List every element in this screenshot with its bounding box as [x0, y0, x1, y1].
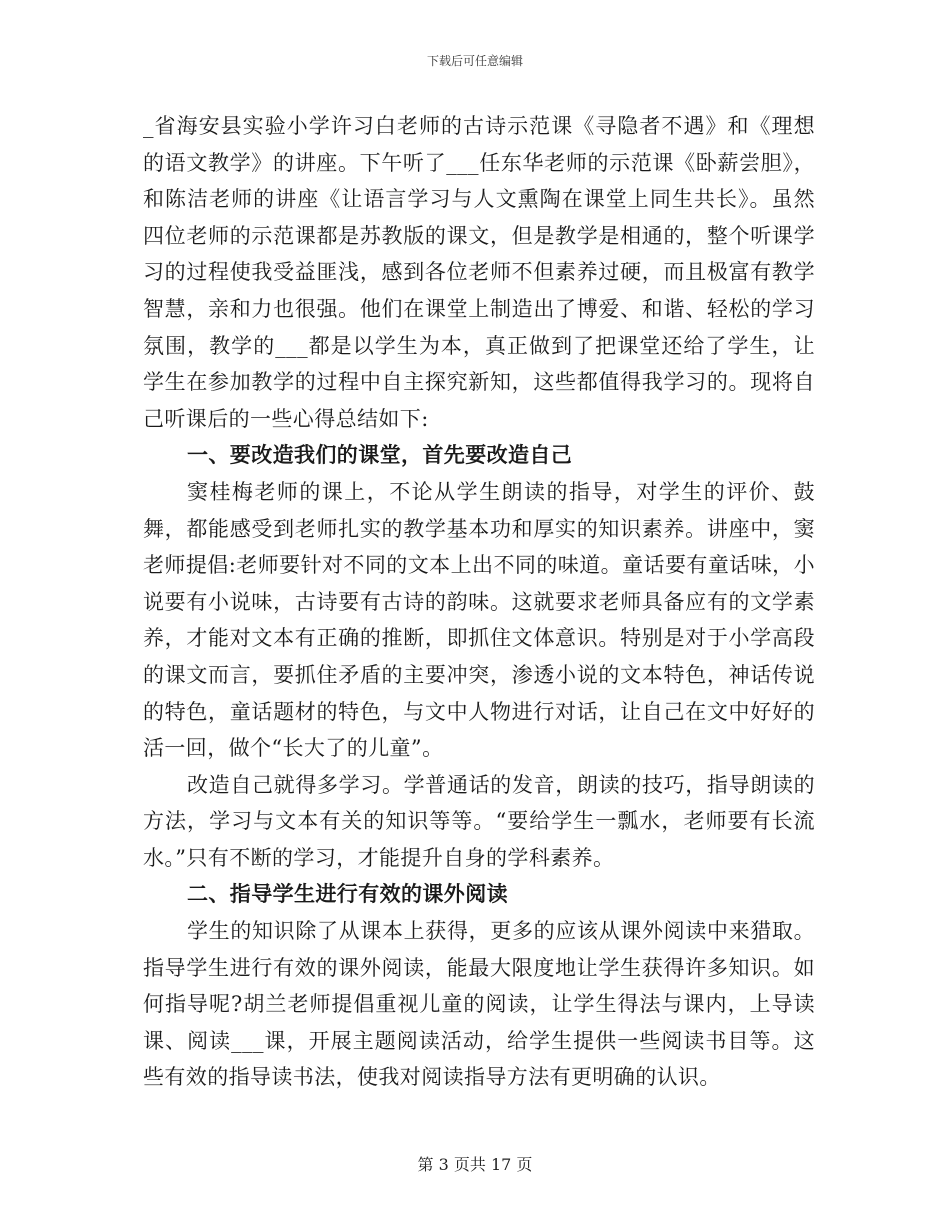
paragraph-intro: _省海安县实验小学许习白老师的古诗示范课《寻隐者不遇》和《理想的语文教学》的讲座。下午听了___任东华老师的示范课《卧薪尝胆》，和陈洁老师的讲座《让语言学习与人文熏陶在课堂上同生共长》。虽然四位老师的示范课都是苏教版的课文，但是教学是相通的，整个听课学习的过程使我受益匪浅，感到各位老师不但素养过硬，而且极富有教学智慧，亲和力也很强。他们在课堂上制造出了博爱、和谐、轻松的学习氛围，教学的___都是以学生为本，真正做到了把课堂还给了学生，让学生在参加教学的过程中自主探究新知，这些都值得我学习的。现将自己听课后的一些心得总结如下:	[143, 114, 815, 431]
paragraph-section-1-b: 改造自己就得多学习。学普通话的发音，朗读的技巧，指导朗读的方法，学习与文本有关的知识等等。“要给学生一瓢水，老师要有长流水。”只有不断的学习，才能提升自身的学科素养。	[143, 772, 815, 870]
paragraph-section-1-a: 窦桂梅老师的课上，不论从学生朗读的指导，对学生的评价、鼓舞，都能感受到老师扎实的教学基本功和厚实的知识素养。讲座中，窦老师提倡:老师要针对不同的文本上出不同的味道。童话要有童话味，小说要有小说味，古诗要有古诗的韵味。这就要求老师具备应有的文学素养，才能对文本有正确的推断，即抓住文体意识。特别是对于小学高段的课文而言，要抓住矛盾的主要冲突，渗透小说的文本特色，神话传说的特色，童话题材的特色，与文中人物进行对话，让自己在文中好好的活一回，做个“长大了的儿童”。	[143, 479, 815, 761]
section-heading-2: 二、指导学生进行有效的课外阅读	[187, 881, 508, 907]
page-header: 下载后可任意编辑	[426, 54, 523, 68]
document-body	[143, 108, 815, 1096]
section-heading-1: 一、要改造我们的课堂，首先要改造自己	[187, 442, 573, 468]
page-footer: 第 3 页共 17 页	[417, 1155, 533, 1174]
paragraph-section-2-a: 学生的知识除了从课本上获得，更多的应该从课外阅读中来猎取。指导学生进行有效的课外阅读，能最大限度地让学生获得许多知识。如何指导呢?胡兰老师提倡重视儿童的阅读，让学生得法与课内，上导读课、阅读___课，开展主题阅读活动，给学生提供一些阅读书目等。这些有效的指导读书法，使我对阅读指导方法有更明确的认识。	[143, 919, 815, 1090]
